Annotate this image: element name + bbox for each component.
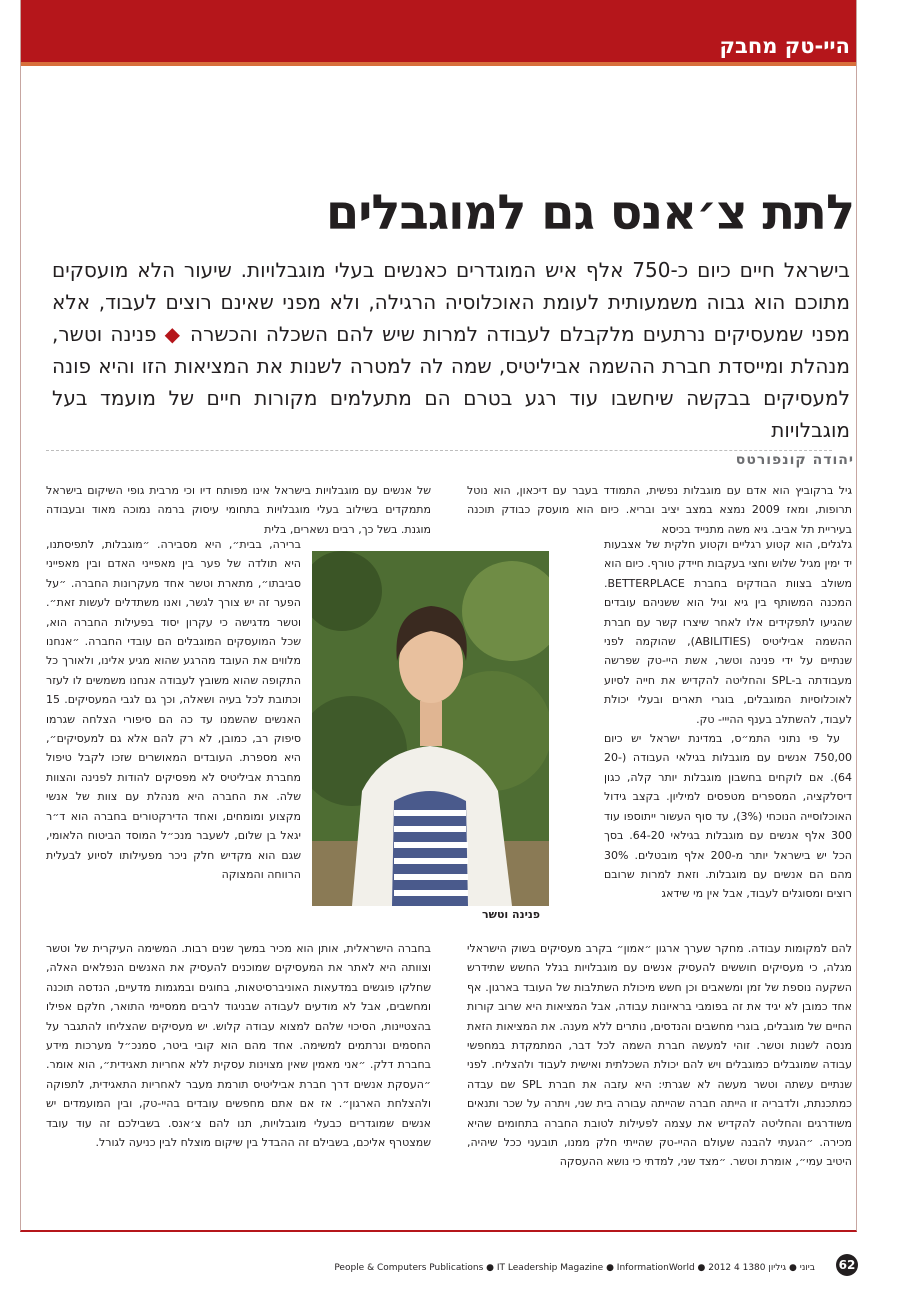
article-column-right-mid [604, 535, 852, 904]
paragraph: של אנשים עם מוגבלויות בישראל אינו מפותח דיו וכי מרבית גופי השיקום בישראל מתמקדים בשילוב בעלי מוגבלויות בתחומי עיסוק ברמה נמוכה מאוד ובעבודה מוגנת. בשל כך, רבים נשארים, בלית [46, 484, 431, 536]
lead-tail: פנינה וטשר, מנהלת ומייסדת חברת ההשמה אביליטיס, שמה לה למטרה לשנות את המציאות הזו והיא פונה למעסיקים בבקשה שיחשבו עוד רגע בטרם הם מתעלמים מקורות חיים של מועמד בעל מוגבלויות [52, 322, 850, 442]
paragraph: על פי נתוני התמ״ס, במדינת ישראל יש כיום 750,00 אנשים עם מוגבלות בגילאי העבודה (20-64). אם לוקחים בחשבון מוגבלות יותר קלה, כגון דיסלקציה, המספרים מטפסים למיליון. בקצב גידול האוכלוסייה הנוכחי (3%), עד סוף העשור ייתוספו עוד 300 אלף אנשים עם מוגבלות בגילאי 64-20. בסך הכל יש בישראל יותר מ-200 אלף מובטלים. 30% מהם הם אנשים עם מוגבלות. וזאת למרות שרובם רוצים ומסוגלים לעבוד, אבל אין מי שידאג [604, 732, 853, 901]
paragraph: בחברה הישראלית, אותן הוא מכיר במשך שנים רבות. המשימה העיקרית של וטשר וצוותה היא לאתר את המעסיקים שמוכנים להעסיק את האנשים הנפלאים האלה, שחלקו פוגשים במדעאות האוניברסיטאות, בחוגים ובמגמות מדעיים, הנדסה תוכנה ומחשבים, אבל לא מודעים לעבודה שבניגוד לרבים ממסיימי התואר, חלקם אפילו בהצטיינות, הסיכוי שלהם למצוא עבודה קלוש. יש מעסיקים שהצליחו להתגבר על החסמים ונרתמים למשימה. אחד מהם הוא קובי ביטר, סמנכ״ל מערכות מידע בחברת דלק. ״אני מאמין שאין מצוינות עסקית ללא אחריות תאגידית״, הוא אומר. ״העסקת אנשים דרך חברת אביליטיס תורמת מעבר לאחריות התאגידית, לתפוקה ולהצלחת הארגון״. אז אם אתם מחפשים עובדים בהיי-טק, ובין המועמדים יש אנשים שמוגדרים כבעלי מוגבלויות, תנו להם צ׳אנס. בשבילכם זה עוד עובד שמצטרף אליכם, בשבילם זה ההבדל בין שיקום מוצלח לבין כניעה לגורל. [46, 942, 431, 1150]
article-column-bottom-right [467, 939, 852, 1172]
diamond-bullet-icon: ◆ [164, 322, 182, 346]
article-lead [52, 254, 850, 446]
footer-publication-line: People & Computers Publications ● IT Leadership Magazine ● InformationWorld ● 2012 4 ביוני ● גיליון 1380 [334, 1263, 815, 1273]
paragraph: גלגלים, הוא קטוע רגליים וקטוע חלקית של אצבעות יד ימין מגיל שלוש וחצי בעקבות חיידק טורף. כיום הוא משולב בצוות הבודקים בחברת BETTERPLACE. המכנה המשותף בין גיא וגיל הוא ששניהם עובדים שהגיעו לתפקידים אלו לאחר שיצרו קשר עם חברת ההשמה אביליטיס (ABILITIES), שהוקמה לפני שנתיים על ידי פנינה וטשר, אשת היי-טק שפרשה מעבודתה ב-SPL והחליטה להקדיש את חייה לסיוע לאוכלוסיות המוגבלים, בוגרי תארים ובעלי יכולת לעבוד, להשתלב בענף ההייי- טק. [604, 538, 852, 726]
article-column-right-top [467, 481, 852, 539]
article-headline: לתת צ׳אנס גם למוגבלים [325, 185, 854, 241]
portrait-illustration [312, 551, 549, 906]
lead-text: בישראל חיים כיום כ-750 אלף איש המוגדרים כאנשים בעלי מוגבלויות. שיעור הלא מועסקים מתוכם הוא גבוה משמעותית לעומת האוכלוסיה הרגילה, ולא מפני שאינם רוצים לעבוד, אלא מפני שמעסיקים נרתעים מלקבלם לעבודה למרות שיש להם השכלה והכשרה [52, 258, 850, 346]
article-column-left-top [46, 481, 431, 539]
photo-caption: פנינה וטשר [482, 908, 541, 921]
paragraph: ברירה, בבית״, היא מסבירה. ״מוגבלות, לתפיסתנו, היא תולדה של פער בין מאפייני האדם ובין מאפייני סביבתו״, מתארת וטשר אחד מעקרונות החברה. ״על הפער זה יש צורך לגשר, ואנו משתדלים לעשות זאת״. וטשר מדגישה כי עקרון יסוד בפעילות החברה הוא, שכל המועסקים המוגבלים הם עובדי החברה. ״אנחנו מלווים את העובד מהרגע שהוא מגיע אלינו, ולאורך כל התקופה שהוא משובץ לעבודה אנחנו משמשים לו לעזר וכתובת לכל בעיה ושאלה, וכך גם לגבי המעסיקים. 15 האנשים שהשמנו עד כה הם סיפורי הצלחה שגרמו סיפוק רב, כמובן, לא רק להם אלא גם למעסיקים״, היא מספרת. העובדים המאושרים שזכו לקבל טיפול מחברת אביליטיס לא מפסיקים להודות לפנינה והצוות שלה. את החברה היא מנהלת עם צוות של אנשי מקצוע ומומחים, ואחד הדירקטורים בחברה הוא ד״ר יגאל בן שלום, לשעבר מנכ״ל המוסד הביטוח הלאומי, שגם הוא מקדיש חלק ניכר מפעילותו לסיוע לבעלית הרווחה והמצוקה [46, 538, 301, 881]
paragraph: גיל ברקוביץ הוא אדם עם מוגבלות נפשית, התמודד בעבר עם דיכאון, הוא נוטל תרופות, ומאז 2009 נמצא במצב יציב ובריא. כיום הוא מועסק כבודק תוכנה בעיריית תל אביב. גיא משה מתנייד בכיסא [467, 484, 852, 536]
page-number-badge: 62 [836, 1254, 858, 1276]
article-column-bottom-left [46, 939, 431, 1152]
paragraph: להם למקומות עבודה. מחקר שערך ארגון ״אמון״ בקרב מעסיקים בשוק הישראלי מגלה, כי מעסיקים חוששים להעסיק אנשים עם מוגבלויות בגלל החשש שתידרש השקעה נוספת של זמן ומשאבים וכן חשש מיכולת השתלבות של העובד בארגון. אף אחד כמובן לא יגיד את זה בפומבי בראיונות עבודה, אבל המציאות היא שרוב קורות החיים של מוגבלים, בוגרי מחשבים והנדסים, נותרים ללא מענה. את המציאות הזאת מנסה לשנות וטשר. זוהי למעשה חברת השמה לכל דבר, המתמקדת במחפשי עבודה שמוגבלים כמוגבלים ויש להם יכולת השכלתית ואישית לעבוד ולהצליח. לפני שנתיים עשתה וטשר מעשה לא שגרתי: היא עזבה את חברת SPL שם עבדה כמתכנתת, ולדבריה זו הייתה חברה שהייתה עבורה בית שני, ויתרה על שכר ותנאים משודרגים והחליטה להקדיש את עצמה לפעילות לטובת החברה בתחומים שהיא מכירה. ״הגעתי להבנה שעולם ההיי-טק שהייתי חלק ממנו, תובעני ככל שיהיה, היטיב עמי״, אומרת וטשר. ״מצד שני, למדתי כי נושא ההעסקה [467, 942, 852, 1169]
portrait-photo [312, 551, 549, 906]
byline-divider [46, 450, 832, 451]
section-label: היי-טק מחבק [719, 34, 850, 58]
article-column-left-mid [46, 535, 301, 884]
byline: יהודה קונפורטס [735, 452, 854, 468]
header-stripe [21, 62, 856, 66]
